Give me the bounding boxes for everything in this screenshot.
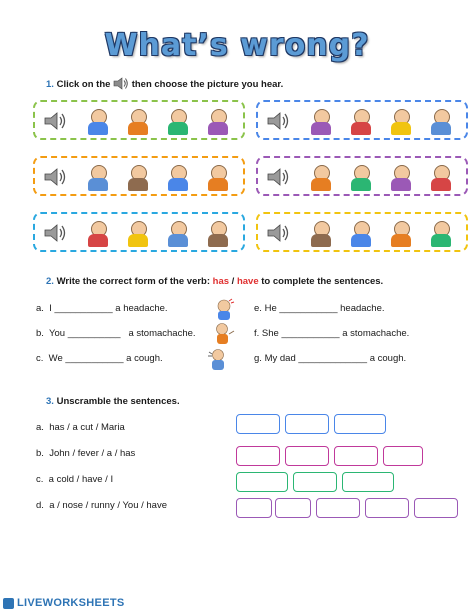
person-thumbnail[interactable]: [346, 162, 376, 192]
speaker-icon[interactable]: [43, 223, 67, 243]
person-thumbnail[interactable]: [163, 162, 193, 192]
sentence-letter: e.: [254, 303, 262, 314]
person-thumbnail[interactable]: [426, 106, 456, 136]
person-thumbnail[interactable]: [83, 106, 113, 136]
answer-blank[interactable]: ___________: [54, 303, 113, 314]
answer-blank[interactable]: _____________: [298, 353, 368, 364]
sentence-subject: My dad: [264, 353, 296, 364]
section1-text-after: then choose the picture you hear.: [131, 79, 284, 90]
answer-word-box[interactable]: [285, 414, 329, 434]
picture-card: [33, 212, 245, 252]
sentence-end: a stomachache.: [342, 328, 410, 339]
verb-slash: /: [231, 276, 235, 287]
answer-word-box[interactable]: [236, 414, 280, 434]
picture-card: [256, 156, 468, 196]
speaker-icon[interactable]: [266, 167, 290, 187]
speaker-icon[interactable]: [43, 167, 67, 187]
verb-option-has: has: [212, 276, 230, 287]
sentence-f: [254, 328, 409, 339]
sentence-subject: I: [49, 303, 52, 314]
person-thumbnail[interactable]: [163, 218, 193, 248]
person-thumbnail[interactable]: [386, 106, 416, 136]
scramble-c: [36, 474, 113, 485]
person-thumbnail[interactable]: [306, 218, 336, 248]
sentence-subject: You: [49, 328, 66, 339]
brand-name: LIVEWORKSHEETS: [17, 597, 125, 609]
person-thumbnail[interactable]: [203, 162, 233, 192]
answer-word-box[interactable]: [365, 498, 409, 518]
person-thumbnail[interactable]: [123, 162, 153, 192]
sentence-letter: f.: [254, 328, 260, 339]
scramble-words: a cold / have / I: [48, 474, 114, 485]
cough-picture: [206, 348, 230, 370]
headache-picture: [212, 298, 236, 320]
scramble-words: has / a cut / Maria: [49, 422, 125, 433]
scramble-b: [36, 448, 135, 459]
picture-card: [256, 212, 468, 252]
sentence-g: [254, 353, 406, 364]
section2-text: Write the correct form of the verb:: [56, 276, 211, 287]
person-thumbnail[interactable]: [83, 218, 113, 248]
sentence-letter: a.: [36, 303, 44, 314]
footer-brand: [3, 596, 125, 610]
picture-card: [33, 100, 245, 140]
answer-word-box[interactable]: [236, 472, 288, 492]
person-thumbnail[interactable]: [83, 162, 113, 192]
person-thumbnail[interactable]: [123, 218, 153, 248]
answer-blank[interactable]: ___________: [279, 303, 338, 314]
sentence-c: [36, 353, 163, 364]
person-thumbnail[interactable]: [386, 162, 416, 192]
person-thumbnail[interactable]: [203, 106, 233, 136]
picture-card: [256, 100, 468, 140]
speaker-icon[interactable]: [266, 111, 290, 131]
section1-text-before: Click on the: [56, 79, 111, 90]
verb-option-have: have: [236, 276, 259, 287]
section1-instruction: [46, 77, 283, 90]
person-thumbnail[interactable]: [163, 106, 193, 136]
person-thumbnail[interactable]: [123, 106, 153, 136]
sentence-end: a cough.: [126, 353, 163, 364]
scramble-letter: c.: [36, 474, 44, 485]
answer-word-box[interactable]: [316, 498, 360, 518]
answer-word-box[interactable]: [285, 446, 329, 466]
sentence-a: [36, 303, 168, 314]
answer-word-box[interactable]: [334, 446, 378, 466]
answer-word-box[interactable]: [236, 446, 280, 466]
scramble-words: John / fever / a / has: [49, 448, 136, 459]
person-thumbnail[interactable]: [426, 162, 456, 192]
scramble-words: a / nose / runny / You / have: [49, 500, 167, 511]
section3-text: Unscramble the sentences.: [56, 396, 180, 407]
sentence-subject: He: [264, 303, 277, 314]
person-thumbnail[interactable]: [203, 218, 233, 248]
scramble-d: [36, 500, 167, 511]
liveworksheets-logo-icon: [3, 598, 14, 609]
sentence-end: a stomachache.: [128, 328, 196, 339]
person-thumbnail[interactable]: [306, 106, 336, 136]
section3-instruction: [46, 396, 180, 407]
section1-number: 1.: [46, 79, 54, 90]
speaker-icon[interactable]: [266, 223, 290, 243]
person-thumbnail[interactable]: [426, 218, 456, 248]
speaker-icon[interactable]: [43, 111, 67, 131]
answer-word-box[interactable]: [342, 472, 394, 492]
sentence-subject: We: [48, 353, 63, 364]
person-thumbnail[interactable]: [346, 218, 376, 248]
sentence-subject: She: [261, 328, 279, 339]
person-thumbnail[interactable]: [386, 218, 416, 248]
answer-word-box[interactable]: [275, 498, 311, 518]
answer-blank[interactable]: ___________: [281, 328, 340, 339]
scramble-letter: d.: [36, 500, 44, 511]
sentence-b: [36, 328, 196, 339]
section2-instruction: [46, 276, 383, 287]
answer-blank[interactable]: __________: [67, 328, 121, 339]
scramble-a: [36, 422, 125, 433]
picture-card: [33, 156, 245, 196]
section2-number: 2.: [46, 276, 54, 287]
sentence-letter: c.: [36, 353, 44, 364]
answer-word-box[interactable]: [383, 446, 423, 466]
answer-word-box[interactable]: [293, 472, 337, 492]
speaker-icon[interactable]: [113, 77, 129, 90]
answer-word-box[interactable]: [334, 414, 386, 434]
stomachache-picture: [212, 322, 236, 344]
person-thumbnail[interactable]: [306, 162, 336, 192]
page-title: What’s wrong?: [104, 28, 370, 63]
section3-number: 3.: [46, 396, 54, 407]
answer-blank[interactable]: ___________: [65, 353, 124, 364]
sentence-e: [254, 303, 385, 314]
sentence-end: a cough.: [369, 353, 407, 364]
person-thumbnail[interactable]: [346, 106, 376, 136]
sentence-letter: b.: [36, 328, 44, 339]
scramble-letter: b.: [36, 448, 44, 459]
answer-word-box[interactable]: [414, 498, 458, 518]
sentence-letter: g.: [254, 353, 262, 364]
answer-word-box[interactable]: [236, 498, 272, 518]
sentence-end: a headache.: [115, 303, 168, 314]
sentence-end: headache.: [340, 303, 385, 314]
section2-text-after: to complete the sentences.: [261, 276, 384, 287]
scramble-letter: a.: [36, 422, 44, 433]
